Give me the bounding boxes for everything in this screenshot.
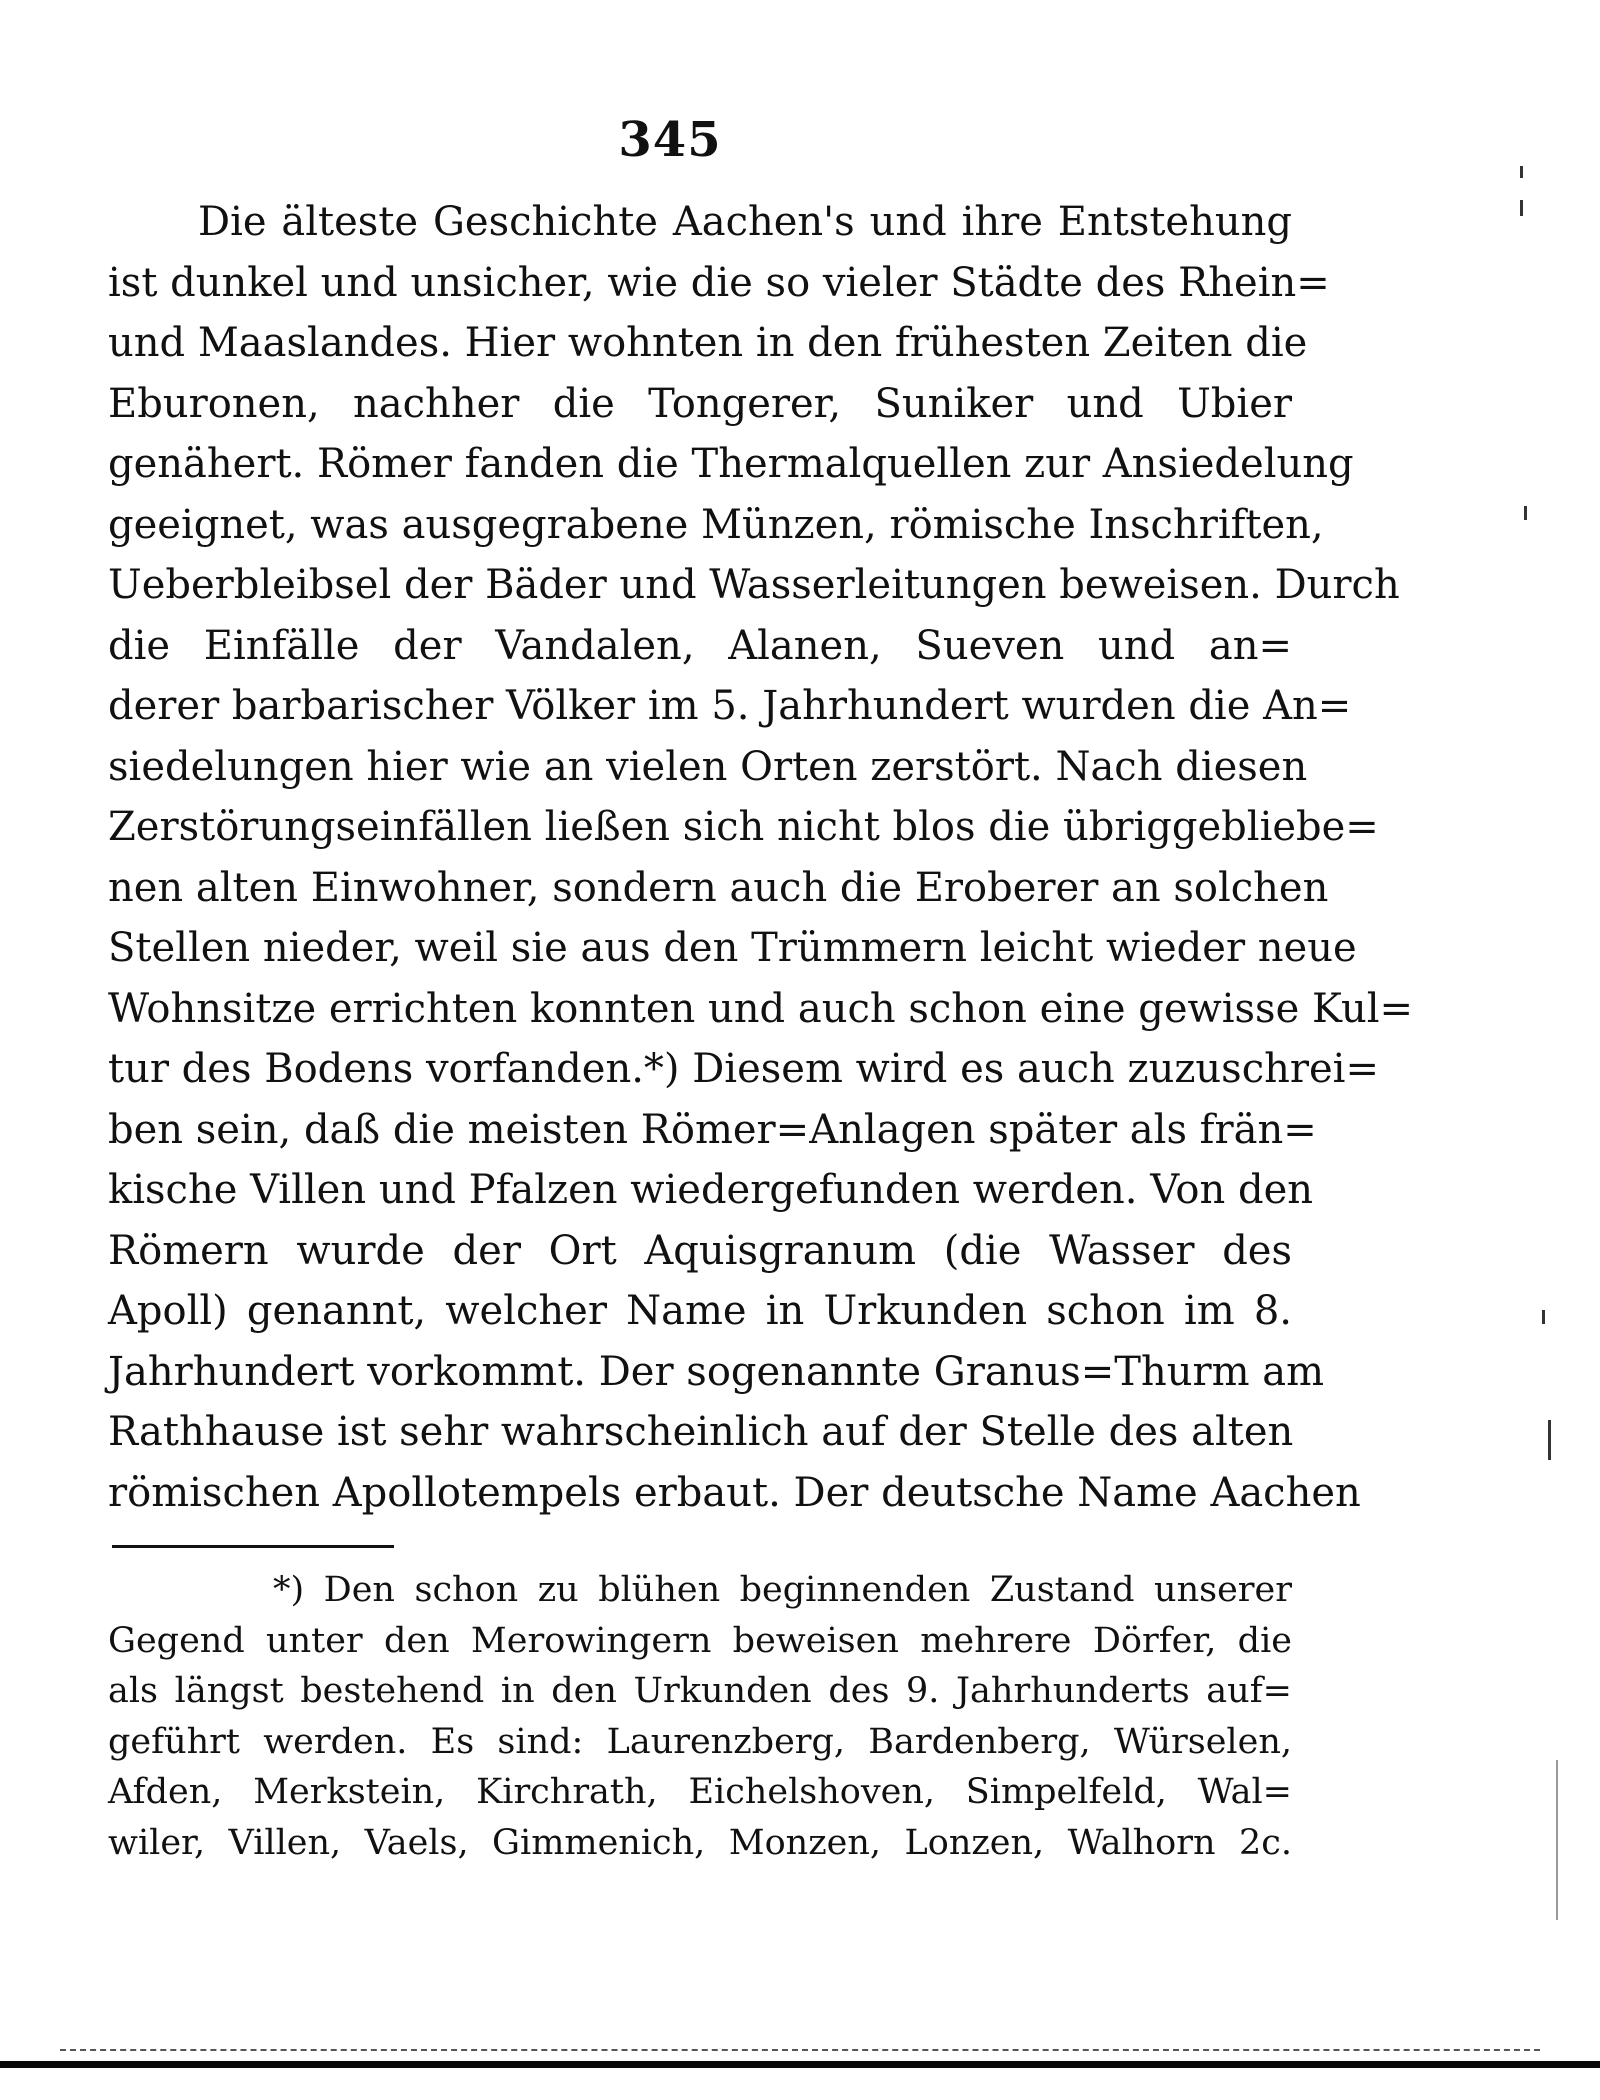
scan-edge-mark — [1556, 1760, 1558, 1920]
text-line: Apoll) genannt, welcher Name in Urkunden schon im 8. — [108, 1288, 1292, 1334]
scan-edge-mark — [1520, 200, 1523, 216]
text-line: Wohnsitze errichten konnten und auch schon eine gewisse Kul= — [108, 985, 1414, 1032]
text-line: genähert. Römer fanden die Thermalquellen zur Ansiedelung — [108, 441, 1354, 487]
footnote-rule — [112, 1545, 394, 1548]
text-line: ben sein, daß die meisten Römer=Anlagen später als frän= — [108, 1106, 1317, 1153]
scan-edge-mark — [1524, 506, 1527, 520]
text-line: siedelungen hier wie an vielen Orten zerstört. Nach diesen — [108, 743, 1308, 790]
scan-edge-mark — [1542, 1310, 1545, 1324]
page-number: 345 — [618, 112, 722, 168]
scan-edge-mark — [1520, 166, 1523, 178]
text-line: tur des Bodens vorfanden.*) Diesem wird es auch zuzuschrei= — [108, 1046, 1379, 1092]
bottom-border — [0, 2061, 1600, 2068]
text-line: derer barbarischer Völker im 5. Jahrhundert wurden die An= — [108, 683, 1352, 729]
text-line: Zerstörungseinfällen ließen sich nicht blos die übriggebliebe= — [108, 804, 1379, 850]
text-line: Jahrhundert vorkommt. Der sogenannte Granus=Thurm am — [108, 1348, 1325, 1395]
text-line: Die älteste Geschichte Aachen's und ihre Entstehung — [198, 199, 1292, 245]
text-line: Rathhause ist sehr wahrscheinlich auf der Stelle des alten — [108, 1409, 1294, 1455]
footnote-line: Afden, Merkstein, Kirchrath, Eichelshoven, Simpelfeld, Wal= — [108, 1772, 1292, 1812]
text-line: kische Villen und Pfalzen wiedergefunden werden. Von den — [108, 1167, 1314, 1213]
footnote-line: wiler, Villen, Vaels, Gimmenich, Monzen, Lonzen, Walhorn 2c. — [108, 1822, 1292, 1863]
text-line: ist dunkel und unsicher, wie die so vieler Städte des Rhein= — [108, 259, 1330, 306]
text-line: Stellen nieder, weil sie aus den Trümmern leicht wieder neue — [108, 925, 1357, 971]
footnote-line: Gegend unter den Merowingern beweisen mehrere Dörfer, die — [108, 1620, 1292, 1661]
text-line: die Einfälle der Vandalen, Alanen, Sueven und an= — [108, 622, 1292, 669]
bottom-dotted-rule — [60, 2049, 1540, 2051]
text-line: nen alten Einwohner, sondern auch die Eroberer an solchen — [108, 864, 1329, 911]
footnote-line: als längst bestehend in den Urkunden des 9. Jahrhunderts auf= — [108, 1671, 1292, 1711]
text-line: Ueberbleibsel der Bäder und Wasserleitungen beweisen. Durch — [108, 562, 1400, 608]
scan-edge-mark — [1548, 1420, 1551, 1460]
text-line: und Maaslandes. Hier wohnten in den frühesten Zeiten die — [108, 320, 1308, 366]
footnote-line: *) Den schon zu blühen beginnenden Zustand unserer — [273, 1570, 1292, 1610]
text-line: Römern wurde der Ort Aquisgranum (die Wasser des — [108, 1227, 1292, 1274]
footnote — [108, 1565, 1292, 1868]
footnote-line: geführt werden. Es sind: Laurenzberg, Bardenberg, Würselen, — [108, 1721, 1292, 1762]
main-text — [108, 192, 1414, 1523]
text-line: Eburonen, nachher die Tongerer, Suniker und Ubier — [108, 380, 1292, 427]
text-line: römischen Apollotempels erbaut. Der deutsche Name Aachen — [108, 1469, 1361, 1516]
text-line: geeignet, was ausgegrabene Münzen, römische Inschriften, — [108, 501, 1324, 548]
